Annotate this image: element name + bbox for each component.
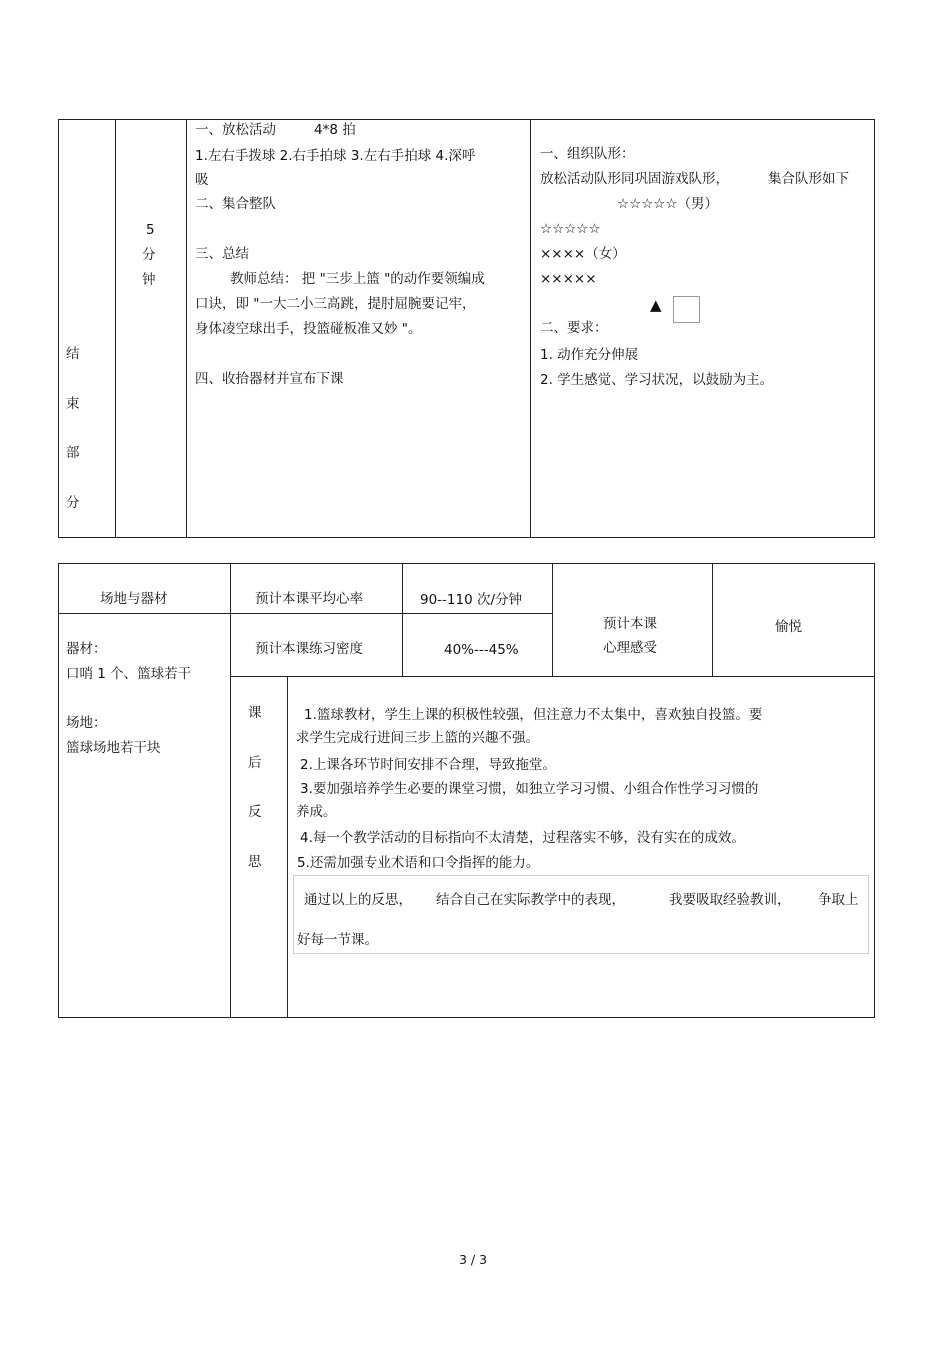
section-label-char: 束: [66, 396, 80, 412]
density-label: 预计本课练习密度: [255, 641, 363, 657]
table-divider: [530, 119, 531, 538]
venue-value: 篮球场地若干块: [66, 740, 161, 756]
org-line: 放松活动队形同巩固游戏队形，: [540, 171, 729, 187]
table-divider: [402, 563, 403, 676]
reflection-item: 求学生完成行进间三步上篮的兴趣不强。: [296, 730, 539, 746]
time-value: 5: [146, 222, 155, 238]
formation-stars: ☆☆☆☆☆: [540, 221, 601, 237]
gather-title: 二、集合整队: [195, 196, 276, 212]
page-number: 3 / 3: [459, 1252, 488, 1267]
section-label-char: 结: [66, 346, 80, 362]
reflection-summary-text: 争取上: [818, 892, 859, 908]
psych-label: 预计本课: [603, 616, 657, 632]
time-unit-char: 分: [142, 247, 156, 263]
summary-line: 口诀，即 "一大二小三高跳，提肘屈腕要记牢，: [195, 296, 476, 312]
table-divider: [115, 119, 116, 538]
table-divider: [230, 563, 231, 1018]
closing-section-table: [58, 119, 875, 538]
table-divider: [552, 563, 553, 676]
reflection-label-char: 反: [248, 804, 262, 820]
reflection-summary-text: 结合自己在实际教学中的表现，: [436, 892, 625, 908]
venue-equipment-header: 场地与器材: [100, 591, 168, 607]
reflection-summary-text: 好每一节课。: [297, 932, 378, 948]
summary-line: 教师总结： 把 "三步上篮 "的动作要领编成: [230, 271, 485, 287]
relax-items: 1.左右手拨球 2.右手拍球 3.左右手拍球 4.深呼: [195, 148, 476, 164]
reflection-item: 2.上课各环节时间安排不合理，导致拖堂。: [300, 757, 556, 773]
requirements-title: 二、要求：: [540, 320, 608, 336]
relax-items-wrap: 吸: [195, 172, 209, 188]
psych-value: 愉悦: [775, 619, 802, 635]
reflection-summary-text: 我要吸取经验教训，: [669, 892, 791, 908]
table-divider: [186, 119, 187, 538]
reflection-item: 3.要加强培养学生必要的课堂习惯，如独立学习习惯、小组合作性学习习惯的: [300, 781, 759, 797]
reflection-label-char: 思: [248, 854, 262, 870]
time-unit-char: 钟: [142, 272, 156, 288]
reflection-summary-box: [293, 875, 869, 954]
table-divider: [58, 613, 552, 614]
requirement-item: 1. 动作充分伸展: [540, 347, 639, 363]
relax-title: 一、放松活动: [195, 122, 276, 138]
summary-line: 身体凌空球出手，投篮碰板准又妙 "。: [195, 321, 422, 337]
formation-crosses-female: ××××（女）: [540, 246, 626, 262]
venue-label: 场地：: [66, 715, 107, 731]
psych-label: 心理感受: [603, 640, 657, 656]
table-divider: [712, 563, 713, 676]
formation-stars-male: ☆☆☆☆☆（男）: [617, 196, 719, 212]
org-line: 集合队形如下: [768, 171, 849, 187]
equipment-value: 口哨 1 个、篮球若干: [66, 666, 192, 682]
requirement-item: 2. 学生感觉、学习状况，以鼓励为主。: [540, 372, 774, 388]
table-divider: [230, 676, 875, 677]
reflection-item: 1.篮球教材，学生上课的积极性较强，但注意力不太集中，喜欢独自投篮。要: [304, 707, 763, 723]
reflection-item: 养成。: [296, 804, 337, 820]
heart-rate-label: 预计本课平均心率: [255, 591, 363, 607]
teacher-triangle-icon: ▲: [650, 296, 662, 314]
org-title: 一、组织队形：: [540, 146, 635, 162]
section-label-char: 分: [66, 495, 80, 511]
placeholder-square: [673, 296, 700, 323]
table-divider: [287, 676, 288, 1018]
reflection-item: 4.每一个教学活动的目标指向不太清楚，过程落实不够，没有实在的成效。: [300, 830, 745, 846]
formation-crosses: ×××××: [540, 271, 597, 287]
reflection-item: 5.还需加强专业术语和口令指挥的能力。: [297, 855, 540, 871]
equipment-label: 器材：: [66, 641, 107, 657]
reflection-label-char: 后: [248, 755, 262, 771]
heart-rate-value: 90--110 次/分钟: [420, 592, 523, 608]
reflection-label-char: 课: [248, 705, 262, 721]
summary-title: 三、总结: [195, 246, 249, 262]
section-label-char: 部: [66, 445, 80, 461]
relax-beats: 4*8 拍: [314, 122, 356, 138]
density-value: 40%---45%: [444, 642, 519, 658]
reflection-summary-text: 通过以上的反思，: [304, 892, 412, 908]
closing-instruction: 四、收拾器材并宣布下课: [195, 371, 344, 387]
